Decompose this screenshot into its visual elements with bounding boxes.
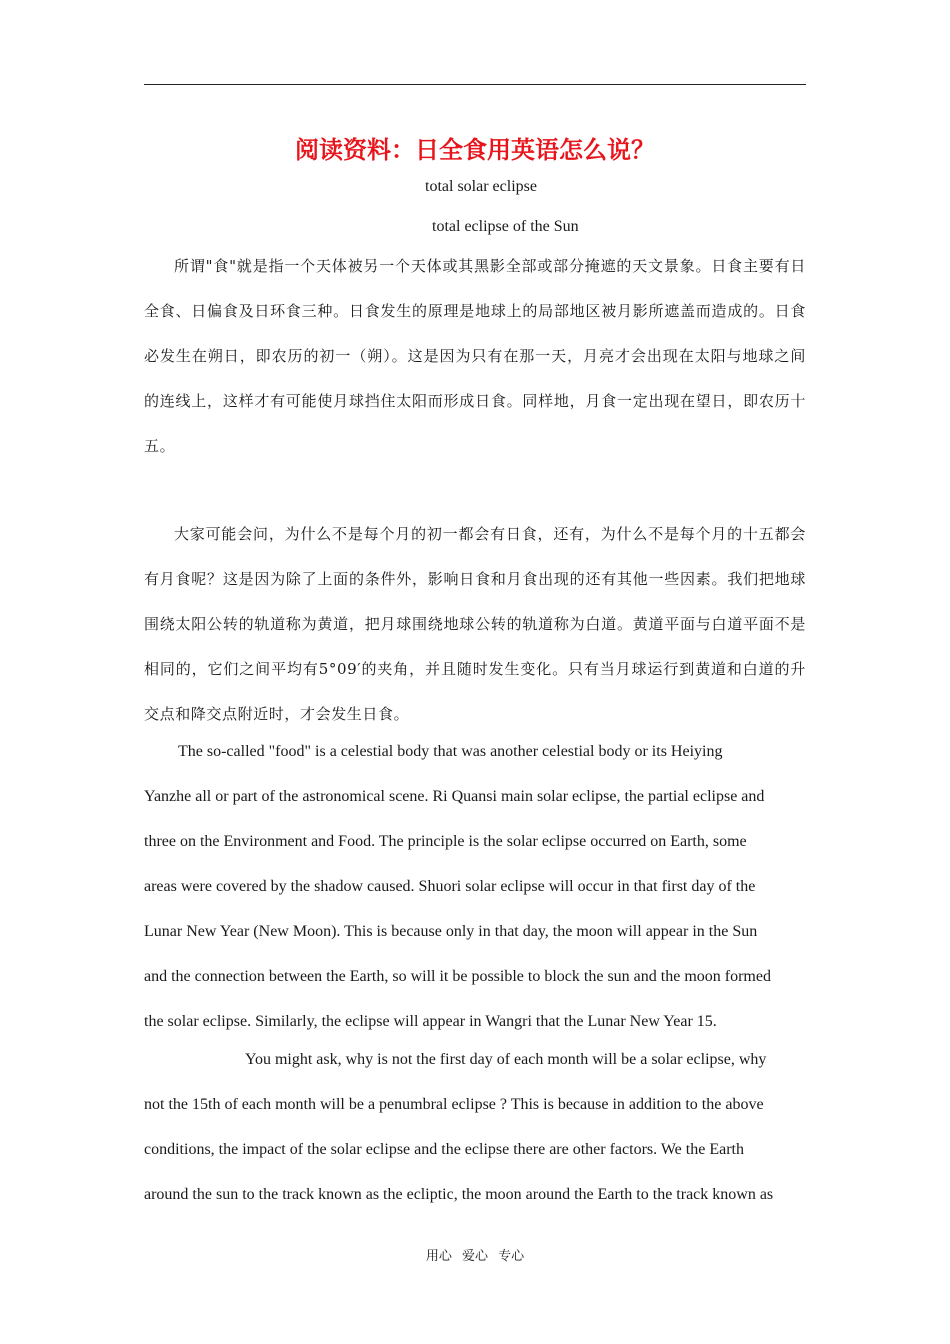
text-line: The so-called "food" is a celestial body that was another celestial body or its Heiying <box>178 743 723 760</box>
page-title: 阅读资料：日全食用英语怎么说？ <box>295 136 655 164</box>
text-line: three on the Environment and Food. The principle is the solar eclipse occurred on Earth, some <box>144 833 747 850</box>
text-line: Yanzhe all or part of the astronomical scene. Ri Quansi main solar eclipse, the partial eclipse and <box>144 788 765 805</box>
text-line: Lunar New Year (New Moon). This is because only in that day, the moon will appear in the Sun <box>144 923 758 940</box>
text-line: areas were covered by the shadow caused. Shuori solar eclipse will occur in that first day of the <box>144 878 756 895</box>
text-line: conditions, the impact of the solar eclipse and the eclipse there are other factors. We the Earth <box>144 1141 744 1158</box>
text-line: and the connection between the Earth, so will it be possible to block the sun and the moon formed <box>144 968 771 985</box>
paragraph-chinese-1: 所谓"食"就是指一个天体被另一个天体或其黑影全部或部分掩遮的天文景象。日食主要有日全食、日偏食及日环食三种。日食发生的原理是地球上的局部地区被月影所遮盖而造成的。日食必发生在朔日，即农历的初一（朔）。这是因为只有在那一天，月亮才会出现在太阳与地球之间的连线上，这样才有可能使月球挡住太阳而形成日食。同样地，月食一定出现在望日，即农历十五。 <box>144 257 806 455</box>
subtitle-english-1: total solar eclipse <box>425 178 537 195</box>
paragraph-chinese-2: 大家可能会问，为什么不是每个月的初一都会有日食，还有，为什么不是每个月的十五都会有月食呢？这是因为除了上面的条件外，影响日食和月食出现的还有其他一些因素。我们把地球围绕太阳公转的轨道称为黄道，把月球围绕地球公转的轨道称为白道。黄道平面与白道平面不是相同的，它们之间平均有5°09′的夹角，并且随时发生变化。只有当月球运行到黄道和白道的升交点和降交点附近时，才会发生日食。 <box>144 525 806 723</box>
text-line: the solar eclipse. Similarly, the eclipse will appear in Wangri that the Lunar New Year 15. <box>144 1013 717 1030</box>
paragraph-english-1 <box>144 729 806 1044</box>
text-line: You might ask, why is not the first day of each month will be a solar eclipse, why <box>245 1051 767 1068</box>
page-footer: 用心 爱心 专心 <box>425 1249 525 1264</box>
text-line: around the sun to the track known as the ecliptic, the moon around the Earth to the track known as <box>144 1186 774 1203</box>
text-line: not the 15th of each month will be a penumbral eclipse ? This is because in addition to the above <box>144 1096 764 1113</box>
subtitle-english-2: total eclipse of the Sun <box>432 218 579 235</box>
header-rule <box>144 84 806 85</box>
paragraph-english-2 <box>144 1037 806 1217</box>
